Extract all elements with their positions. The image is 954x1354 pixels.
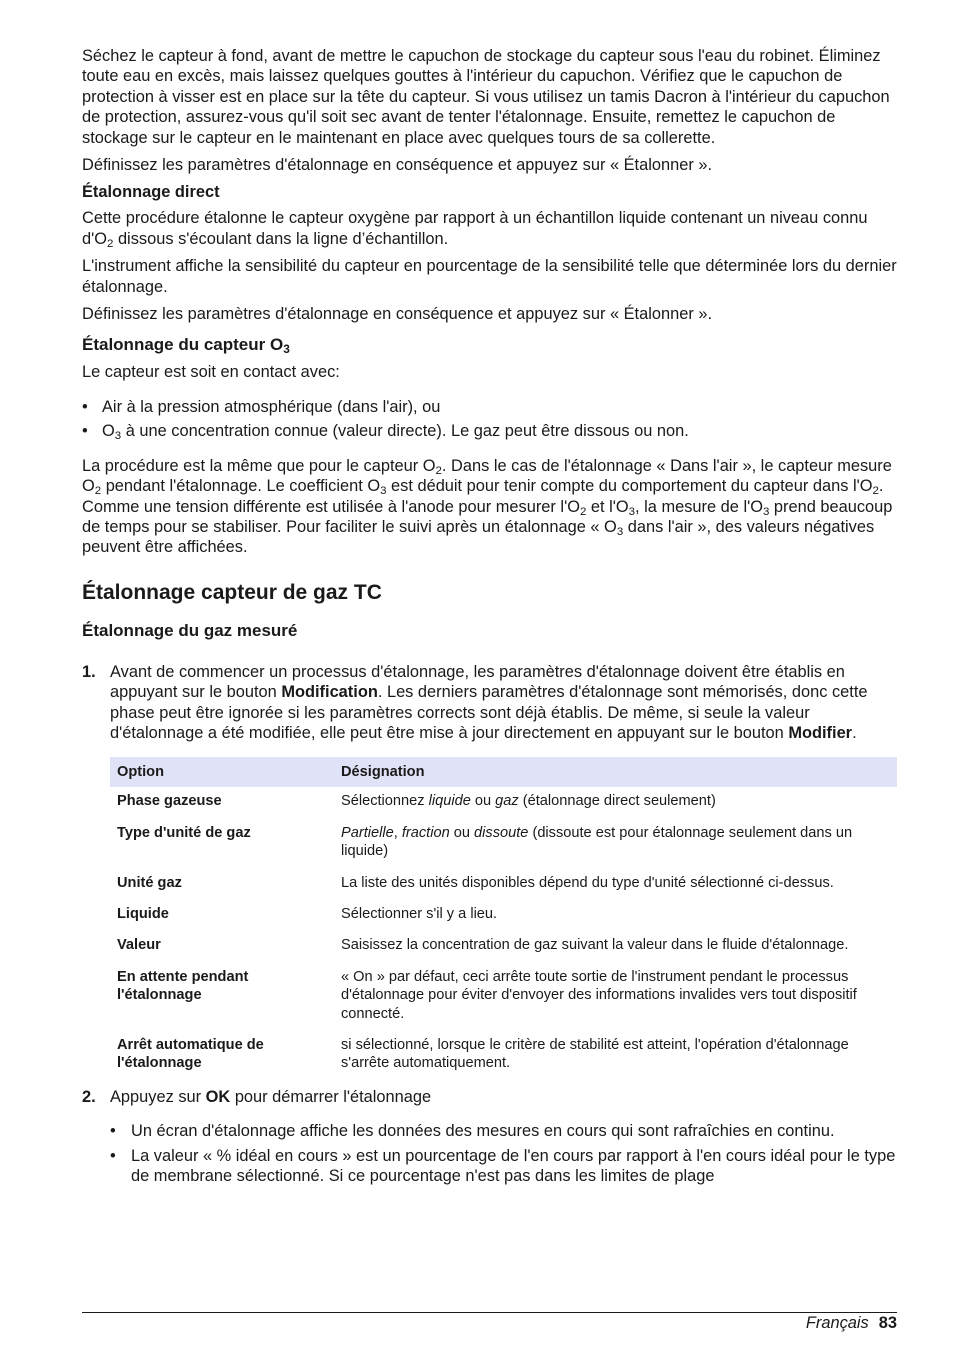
text-run: Avant de commencer un processus d'étalonnage, les paramètres d'étalonnage doivent être établis en appuyant sur le bouton (110, 662, 845, 702)
subscript: 3 (114, 430, 122, 443)
step-2 (82, 1087, 897, 1107)
text-run: , la mesure de l'O (635, 497, 763, 516)
text-run: . Dans le cas de l'étalonnage « Dans l'air », le capteur mesure O (82, 456, 892, 496)
bullet-icon: • (110, 1122, 116, 1141)
subscript: 3 (616, 525, 624, 538)
subscript: 3 (628, 505, 636, 518)
table-cell-option: Unité gaz (117, 874, 182, 891)
text-run: Sélectionnez (341, 793, 429, 810)
text-run: dans l'air », des valeurs négatives peuvent être affichées. (82, 517, 875, 557)
table-cell-description: Saisissez la concentration de gaz suivant la valeur dans le fluide d'étalonnage. (341, 937, 849, 954)
page-number: 83 (878, 1314, 897, 1332)
text-run: dissous s'écoulant dans la ligne d’échantillon. (113, 229, 449, 248)
text-run: gaz (495, 793, 519, 810)
list-item (82, 397, 897, 417)
direct-paragraph-1 (82, 208, 897, 249)
subsection-heading-gas: Étalonnage du gaz mesuré (82, 620, 298, 640)
text-run: ou (449, 824, 475, 841)
table-cell-option: Liquide (117, 905, 169, 922)
step-number: 1. (82, 662, 96, 681)
section-heading-o3 (82, 334, 897, 356)
o3-paragraph (82, 456, 897, 558)
bullet-icon: • (82, 397, 88, 416)
subscript: 2 (579, 505, 587, 518)
list-item (110, 1146, 897, 1187)
footer-language: Français (805, 1314, 869, 1332)
text-run: , (393, 824, 402, 841)
text-run: La valeur « % idéal en cours » est un pourcentage de l'en cours par rapport à l'en cours idéal pour le type de membrane sélectionné. Si ce pourcentage n'est pas dans les limites de plage (131, 1146, 896, 1186)
text-run: (dissoute est pour étalonnage seulement dans un liquide) (341, 824, 853, 860)
step-number: 2. (82, 1087, 96, 1106)
text-run: est déduit pour tenir compte du comportement du capteur dans l'O (386, 477, 873, 496)
step-2-bullet-list (110, 1121, 897, 1186)
text-run: Partielle (341, 824, 394, 841)
table-row (110, 819, 897, 869)
options-table (110, 757, 897, 1080)
text-run: O (102, 422, 115, 441)
table-cell-option: Type d'unité de gaz (117, 824, 251, 841)
text-run: à une concentration connue (valeur directe). Le gaz peut être dissous ou non. (121, 422, 689, 441)
table-header-option: Option (110, 757, 334, 787)
text-run: ou (470, 793, 496, 810)
footer-divider (82, 1312, 897, 1313)
subscript: 2 (94, 485, 102, 498)
step-1 (82, 662, 897, 744)
table-row (110, 869, 897, 900)
button-reference: Modifier (788, 723, 853, 742)
page-footer (806, 1313, 897, 1333)
bullet-icon: • (110, 1146, 116, 1165)
table-cell-option: Phase gazeuse (117, 793, 222, 810)
text-run: Appuyez sur (110, 1087, 206, 1106)
subscript: 2 (435, 464, 442, 477)
text-run: Un écran d'étalonnage affiche les données des mesures en cours qui sont rafraîchies en continu. (131, 1122, 835, 1141)
text-run: Cette procédure étalonne le capteur oxygène par rapport à un échantillon liquide contenant un niveau connu d'O (82, 209, 868, 248)
o3-bullet-list (82, 397, 897, 442)
table-cell-description: si sélectionné, lorsque le critère de stabilité est atteint, l'opération d'étalonnage s'arrête automatiquement. (341, 1037, 849, 1072)
section-heading-tc: Étalonnage capteur de gaz TC (82, 580, 382, 604)
text-run: fraction (401, 824, 450, 841)
button-reference: Modification (281, 683, 378, 702)
table-cell-description (334, 787, 897, 818)
text-run: La procédure est la même que pour le capteur O (82, 456, 436, 475)
text-run: Étalonnage du capteur O (82, 335, 284, 355)
text-run: et l'O (586, 497, 629, 516)
table-row (110, 1031, 897, 1081)
intro-paragraph-1: Séchez le capteur à fond, avant de mettre le capuchon de stockage du capteur sous l'eau du robinet. Éliminez toute eau en excès, mais laissez quelques gouttes à l'intérieur du capuchon. Vérifiez que le capuchon de protection à visser est en place sur la tête du capteur. Si vous utilisez un tamis Dacron à l'intérieur du capuchon de protection, assurez-vous qu'il soit sec avant de tenter l'étalonnage. Ensuite, remettez le capuchon de stockage sur le capteur en le maintenant en place avec quelques tours de sa collerette. (82, 47, 890, 147)
table-cell-option: Arrêt automatique de l'étalonnage (117, 1037, 264, 1072)
subscript: 3 (380, 485, 387, 498)
button-reference: OK (205, 1087, 231, 1106)
subscript: 3 (283, 342, 290, 357)
text-run: pour démarrer l'étalonnage (230, 1087, 432, 1106)
list-item (82, 421, 897, 441)
text-run: prend beaucoup de temps pour se stabiliser. Pour faciliter le suivi après un étalonnage « O (82, 497, 893, 536)
o3-intro: Le capteur est soit en contact avec: (82, 363, 340, 382)
page-content (82, 46, 897, 1190)
text-run: . (852, 723, 857, 742)
table-cell-description (334, 819, 897, 869)
table-row (110, 963, 897, 1031)
intro-paragraph-2: Définissez les paramètres d'étalonnage en conséquence et appuyez sur « Étalonner ». (82, 156, 713, 175)
table-cell-option: En attente pendant l'étalonnage (117, 968, 249, 1004)
table-header-row (110, 757, 897, 787)
table-cell-option: Valeur (117, 937, 161, 954)
bullet-icon: • (82, 422, 88, 441)
table-cell-description: « On » par défaut, ceci arrête toute sortie de l'instrument pendant le processus d'étalonnage pour éviter d'envoyer des informations invalides vers tout dispositif connecté. (341, 968, 857, 1022)
table-row (110, 900, 897, 931)
table-cell-description: Sélectionner s'il y a lieu. (341, 905, 498, 922)
table-row (110, 931, 897, 962)
text-run: liquide (428, 793, 471, 810)
list-item (110, 1121, 897, 1141)
direct-paragraph-2: L'instrument affiche la sensibilité du capteur en pourcentage de la sensibilité telle que déterminée lors du dernier étalonnage. (82, 257, 897, 296)
table-row (110, 787, 897, 818)
text-run: Air à la pression atmosphérique (dans l'air), ou (102, 397, 441, 416)
text-run: . Les derniers paramètres d'étalonnage sont mémorisés, donc cette phase peut être ignorée si les paramètres corrects sont déjà établis. De même, si seule la valeur d'étalonnage a été modifiée, elle peut être mise à jour directement en appuyant sur le bouton (110, 683, 868, 742)
text-run: (étalonnage direct seulement) (518, 793, 716, 810)
table-cell-description: La liste des unités disponibles dépend du type d'unité sélectionné ci-dessus. (341, 874, 834, 891)
text-run: pendant l'étalonnage. Le coefficient O (101, 477, 381, 496)
subscript: 2 (107, 237, 114, 250)
subscript: 2 (872, 485, 879, 498)
section-heading-direct: Étalonnage direct (82, 183, 220, 202)
text-run: . Comme une tension différente est utilisée à l'anode pour mesurer l'O (82, 477, 884, 516)
text-run: dissoute (474, 824, 529, 841)
table-header-designation: Désignation (334, 757, 897, 787)
direct-paragraph-3: Définissez les paramètres d'étalonnage en conséquence et appuyez sur « Étalonner ». (82, 305, 713, 324)
subscript: 3 (762, 505, 770, 518)
